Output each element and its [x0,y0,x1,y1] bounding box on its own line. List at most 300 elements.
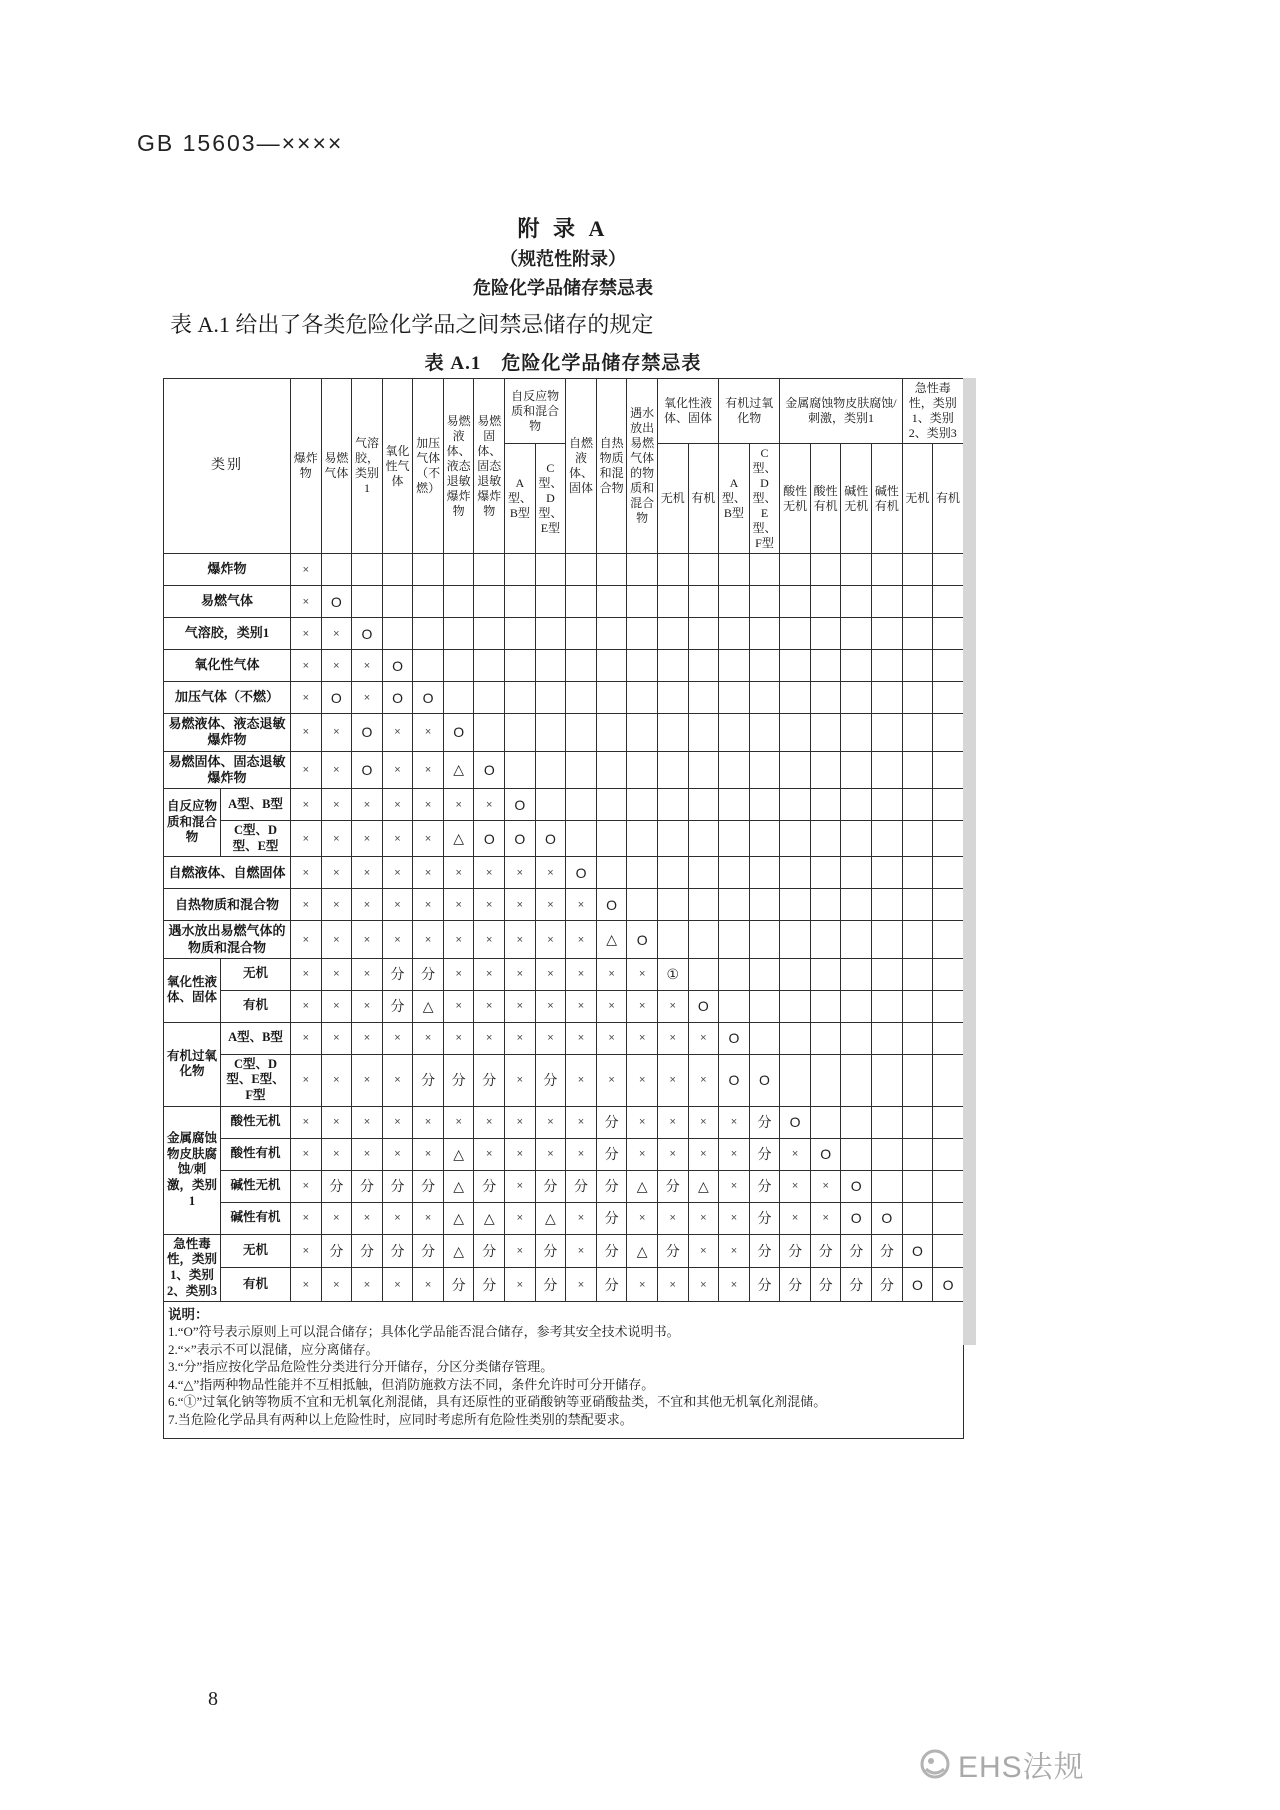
matrix-cell [443,586,474,618]
matrix-cell: × [321,714,352,752]
matrix-cell: × [321,821,352,857]
matrix-cell [719,682,750,714]
intro-paragraph: 表 A.1 给出了各类危险化学品之间禁忌储存的规定 [170,312,654,337]
matrix-cell [933,857,964,889]
matrix-cell: × [719,1170,750,1202]
matrix-cell: 分 [780,1268,811,1302]
matrix-cell: 分 [872,1234,903,1268]
matrix-cell [688,554,719,586]
matrix-cell: × [352,958,383,990]
table-body [164,554,964,1302]
matrix-cell [810,857,841,889]
matrix-cell [841,857,872,889]
note-line: 3.“分”指应按化学品危险性分类进行分开储存，分区分类储存管理。 [168,1359,554,1375]
matrix-cell: 分 [749,1106,780,1138]
matrix-cell: × [535,857,566,889]
matrix-cell [810,1106,841,1138]
matrix-cell: 分 [657,1234,688,1268]
matrix-cell: 分 [841,1234,872,1268]
matrix-cell: × [627,1106,658,1138]
matrix-cell [505,714,536,752]
matrix-cell: × [291,682,322,714]
matrix-cell: 分 [535,1054,566,1106]
matrix-cell: × [321,857,352,889]
matrix-cell [810,789,841,821]
table-row [164,714,964,752]
matrix-cell: × [566,958,597,990]
matrix-cell: × [291,990,322,1022]
matrix-cell [810,650,841,682]
table-row [164,889,964,921]
matrix-cell: 分 [657,1170,688,1202]
matrix-cell [749,889,780,921]
matrix-cell [657,682,688,714]
row-label: 易燃固体、固态退敏爆炸物 [164,751,291,789]
matrix-cell [780,618,811,650]
column-header: 自热物质和混合物 [596,379,627,554]
table-notes [164,1302,964,1439]
matrix-cell: × [413,1022,444,1054]
matrix-cell: △ [474,1202,505,1234]
matrix-cell [749,714,780,752]
matrix-cell [566,650,597,682]
matrix-cell [810,921,841,959]
matrix-cell: 分 [413,958,444,990]
table-row [164,857,964,889]
matrix-cell: O [474,751,505,789]
matrix-cell [566,554,597,586]
page-number: 8 [208,1688,218,1710]
matrix-cell [872,921,903,959]
matrix-cell [933,789,964,821]
matrix-cell: × [596,958,627,990]
matrix-cell: × [413,714,444,752]
matrix-cell: 分 [535,1268,566,1302]
matrix-cell: O [627,921,658,959]
matrix-cell: × [321,751,352,789]
row-sub-label: 碱性无机 [221,1170,291,1202]
matrix-cell: 分 [382,958,413,990]
note-line: 1.“O”符号表示原则上可以混合储存；具体化学品能否混合储存，参考其安全技术说明书。 [168,1324,680,1340]
matrix-cell: × [566,1202,597,1234]
matrix-cell [780,889,811,921]
row-label: 氧化性气体 [164,650,291,682]
matrix-cell [933,889,964,921]
column-header: 急性毒性，类别1、类别2、类别3 [902,379,963,444]
matrix-cell [596,751,627,789]
matrix-cell [872,554,903,586]
column-subheader: 碱性无机 [841,444,872,554]
matrix-cell: O [321,586,352,618]
matrix-cell [872,857,903,889]
matrix-cell [841,1138,872,1170]
matrix-cell: × [719,1202,750,1234]
matrix-cell [657,857,688,889]
matrix-cell: O [719,1054,750,1106]
matrix-cell [474,586,505,618]
matrix-cell: × [382,857,413,889]
column-header: 加压气体（不燃） [413,379,444,554]
matrix-cell: △ [535,1202,566,1234]
matrix-cell: × [291,921,322,959]
matrix-cell: 分 [566,1170,597,1202]
matrix-cell: × [413,889,444,921]
matrix-cell: × [657,1268,688,1302]
matrix-cell: × [627,1138,658,1170]
matrix-cell: × [352,1022,383,1054]
matrix-cell [749,857,780,889]
row-sub-label: 有机 [221,1268,291,1302]
matrix-cell: × [321,1202,352,1234]
matrix-cell: × [352,682,383,714]
matrix-cell [902,1170,933,1202]
matrix-cell: × [566,1138,597,1170]
matrix-cell [902,1054,933,1106]
matrix-cell [902,789,933,821]
row-group-label: 有机过氧化物 [164,1022,221,1106]
matrix-cell: × [443,889,474,921]
note-line: 2.“×”表示不可以混储，应分离储存。 [168,1341,379,1357]
matrix-cell: × [321,789,352,821]
matrix-cell: × [291,714,322,752]
matrix-cell [535,554,566,586]
matrix-cell [688,889,719,921]
matrix-cell [902,1202,933,1234]
matrix-cell [841,889,872,921]
matrix-cell [872,1138,903,1170]
column-subheader: A型、B型 [505,444,536,554]
ehs-watermark [918,1742,1085,1786]
matrix-cell: 分 [413,1054,444,1106]
matrix-cell: × [566,1234,597,1268]
matrix-cell: × [596,1022,627,1054]
column-subheader: 有机 [688,444,719,554]
matrix-cell [749,1022,780,1054]
table-row [164,1054,964,1106]
matrix-cell: 分 [474,1234,505,1268]
matrix-cell [902,921,933,959]
matrix-cell [688,586,719,618]
matrix-cell [566,789,597,821]
matrix-cell: × [535,1022,566,1054]
matrix-cell [780,751,811,789]
matrix-cell [566,751,597,789]
matrix-cell [413,618,444,650]
column-subheader: 有机 [933,444,964,554]
matrix-cell [535,714,566,752]
matrix-cell [841,751,872,789]
matrix-cell [902,1022,933,1054]
matrix-cell: △ [443,1170,474,1202]
matrix-cell [566,682,597,714]
matrix-cell: × [719,1138,750,1170]
matrix-cell [627,821,658,857]
table-row [164,1106,964,1138]
matrix-cell: 分 [596,1268,627,1302]
matrix-cell: × [321,958,352,990]
table-row [164,751,964,789]
matrix-cell [780,921,811,959]
matrix-cell: 分 [749,1268,780,1302]
matrix-cell: × [505,1234,536,1268]
matrix-cell: × [566,1022,597,1054]
table-row [164,789,964,821]
column-header: 易燃固体、固态退敏爆炸物 [474,379,505,554]
matrix-cell [596,650,627,682]
matrix-cell: △ [443,1234,474,1268]
column-header: 自反应物质和混合物 [505,379,566,444]
matrix-cell: 分 [749,1234,780,1268]
matrix-cell: × [382,1268,413,1302]
matrix-cell [505,586,536,618]
matrix-cell: × [291,889,322,921]
matrix-cell: × [382,889,413,921]
matrix-cell [413,586,444,618]
matrix-cell [535,650,566,682]
matrix-cell: × [688,1022,719,1054]
matrix-cell: O [810,1138,841,1170]
matrix-cell: × [443,1022,474,1054]
matrix-cell: × [443,921,474,959]
matrix-cell: 分 [443,1054,474,1106]
matrix-cell: × [413,1138,444,1170]
matrix-cell [780,821,811,857]
matrix-cell [749,958,780,990]
matrix-cell [719,921,750,959]
column-subheader: 碱性有机 [872,444,903,554]
matrix-cell: × [566,1106,597,1138]
matrix-cell [933,618,964,650]
matrix-cell [627,554,658,586]
matrix-cell: × [688,1234,719,1268]
matrix-cell [933,682,964,714]
matrix-cell: 分 [749,1170,780,1202]
matrix-cell [505,650,536,682]
matrix-cell [810,751,841,789]
row-label: 气溶胶，类别1 [164,618,291,650]
table-row [164,586,964,618]
column-header: 爆炸物 [291,379,322,554]
row-group-label: 急性毒性，类别1、类别2、类别3 [164,1234,221,1302]
matrix-cell [443,650,474,682]
matrix-cell [688,821,719,857]
column-subheader: 无机 [657,444,688,554]
matrix-cell [841,714,872,752]
appendix-heading: 危险化学品储存禁忌表 [473,278,653,298]
matrix-cell [933,1106,964,1138]
matrix-cell: O [841,1202,872,1234]
matrix-cell: O [413,682,444,714]
matrix-cell [841,1022,872,1054]
matrix-cell: × [535,958,566,990]
row-label: 爆炸物 [164,554,291,586]
row-sub-label: 无机 [221,958,291,990]
matrix-cell [474,650,505,682]
matrix-cell: × [291,821,322,857]
matrix-cell: × [688,1268,719,1302]
matrix-cell: 分 [535,1170,566,1202]
matrix-cell [474,714,505,752]
matrix-cell: × [321,1106,352,1138]
matrix-cell: △ [443,1138,474,1170]
matrix-cell [719,990,750,1022]
table-row [164,1170,964,1202]
matrix-cell: × [535,1138,566,1170]
column-header: 氧化性气体 [382,379,413,554]
matrix-cell: △ [443,751,474,789]
matrix-cell [810,682,841,714]
matrix-cell: × [627,958,658,990]
matrix-cell: × [596,990,627,1022]
matrix-cell [872,751,903,789]
matrix-cell: 分 [321,1170,352,1202]
matrix-cell: O [352,751,383,789]
matrix-cell: × [291,650,322,682]
ehs-logo-icon [918,1747,952,1781]
matrix-cell [933,1138,964,1170]
table-row [164,618,964,650]
matrix-cell: 分 [474,1268,505,1302]
matrix-cell [872,1170,903,1202]
matrix-cell [872,958,903,990]
matrix-cell [749,650,780,682]
matrix-cell: × [657,1054,688,1106]
matrix-cell: × [291,1106,322,1138]
matrix-cell: × [657,1202,688,1234]
matrix-cell: O [719,1022,750,1054]
matrix-cell [841,789,872,821]
matrix-cell [749,821,780,857]
matrix-cell: × [413,921,444,959]
table-row [164,1268,964,1302]
matrix-cell: △ [627,1170,658,1202]
matrix-cell [535,789,566,821]
matrix-cell: × [352,857,383,889]
matrix-cell: × [688,1106,719,1138]
matrix-cell: × [291,618,322,650]
matrix-cell [933,1234,964,1268]
matrix-cell [596,586,627,618]
matrix-cell: 分 [382,1170,413,1202]
matrix-cell: × [321,889,352,921]
matrix-cell [933,714,964,752]
table-row [164,554,964,586]
matrix-cell [688,618,719,650]
matrix-cell: 分 [596,1170,627,1202]
matrix-cell: × [535,889,566,921]
matrix-cell [688,682,719,714]
matrix-cell: × [627,1202,658,1234]
matrix-cell [627,889,658,921]
matrix-cell [810,586,841,618]
notes-cell [164,1302,964,1439]
matrix-cell [657,889,688,921]
matrix-cell: × [291,958,322,990]
table-row [164,990,964,1022]
matrix-cell: × [291,857,322,889]
row-sub-label: 酸性有机 [221,1138,291,1170]
matrix-cell [596,857,627,889]
matrix-cell: × [321,1022,352,1054]
matrix-cell [688,958,719,990]
matrix-cell [933,1022,964,1054]
matrix-cell [719,714,750,752]
matrix-cell: × [443,1106,474,1138]
matrix-cell: 分 [443,1268,474,1302]
column-subheader: 酸性有机 [810,444,841,554]
matrix-cell: O [902,1234,933,1268]
matrix-cell: × [321,921,352,959]
matrix-cell [872,714,903,752]
matrix-cell [933,821,964,857]
matrix-cell: × [474,1138,505,1170]
row-sub-label: A型、B型 [221,1022,291,1054]
matrix-cell [780,1022,811,1054]
matrix-cell: × [321,618,352,650]
column-header: 自燃液体、固体 [566,379,597,554]
matrix-cell: O [566,857,597,889]
matrix-cell [810,1054,841,1106]
matrix-cell: × [657,1138,688,1170]
matrix-cell: × [505,1106,536,1138]
matrix-cell: 分 [780,1234,811,1268]
matrix-cell [719,889,750,921]
row-sub-label: 碱性有机 [221,1202,291,1234]
matrix-cell: × [474,789,505,821]
matrix-cell [596,789,627,821]
matrix-cell [841,554,872,586]
matrix-cell [688,751,719,789]
matrix-cell [902,586,933,618]
matrix-cell [382,586,413,618]
matrix-cell: 分 [596,1106,627,1138]
matrix-cell: × [505,990,536,1022]
matrix-cell: O [352,714,383,752]
matrix-cell [841,650,872,682]
matrix-cell [627,618,658,650]
matrix-cell: × [780,1202,811,1234]
matrix-cell: × [382,714,413,752]
table-row [164,1022,964,1054]
column-header: 氧化性液体、固体 [657,379,718,444]
column-header: 有机过氧化物 [719,379,780,444]
matrix-cell: × [413,821,444,857]
matrix-cell: 分 [596,1138,627,1170]
matrix-cell: O [474,821,505,857]
corner-header: 类别 [164,379,291,554]
matrix-cell: × [321,1138,352,1170]
matrix-cell [719,821,750,857]
row-label: 自燃液体、自燃固体 [164,857,291,889]
matrix-cell [627,751,658,789]
matrix-cell [749,618,780,650]
matrix-cell: × [505,1268,536,1302]
table-row [164,921,964,959]
matrix-cell: × [291,554,322,586]
matrix-cell [505,751,536,789]
appendix-title: 附 录 A [517,216,609,241]
matrix-cell: 分 [810,1234,841,1268]
column-header: 遇水放出易燃气体的物质和混合物 [627,379,658,554]
matrix-cell [443,554,474,586]
matrix-cell: × [535,921,566,959]
matrix-cell [627,650,658,682]
matrix-cell: O [688,990,719,1022]
matrix-cell: × [474,958,505,990]
matrix-cell: × [321,650,352,682]
matrix-cell [841,682,872,714]
matrix-cell [688,921,719,959]
